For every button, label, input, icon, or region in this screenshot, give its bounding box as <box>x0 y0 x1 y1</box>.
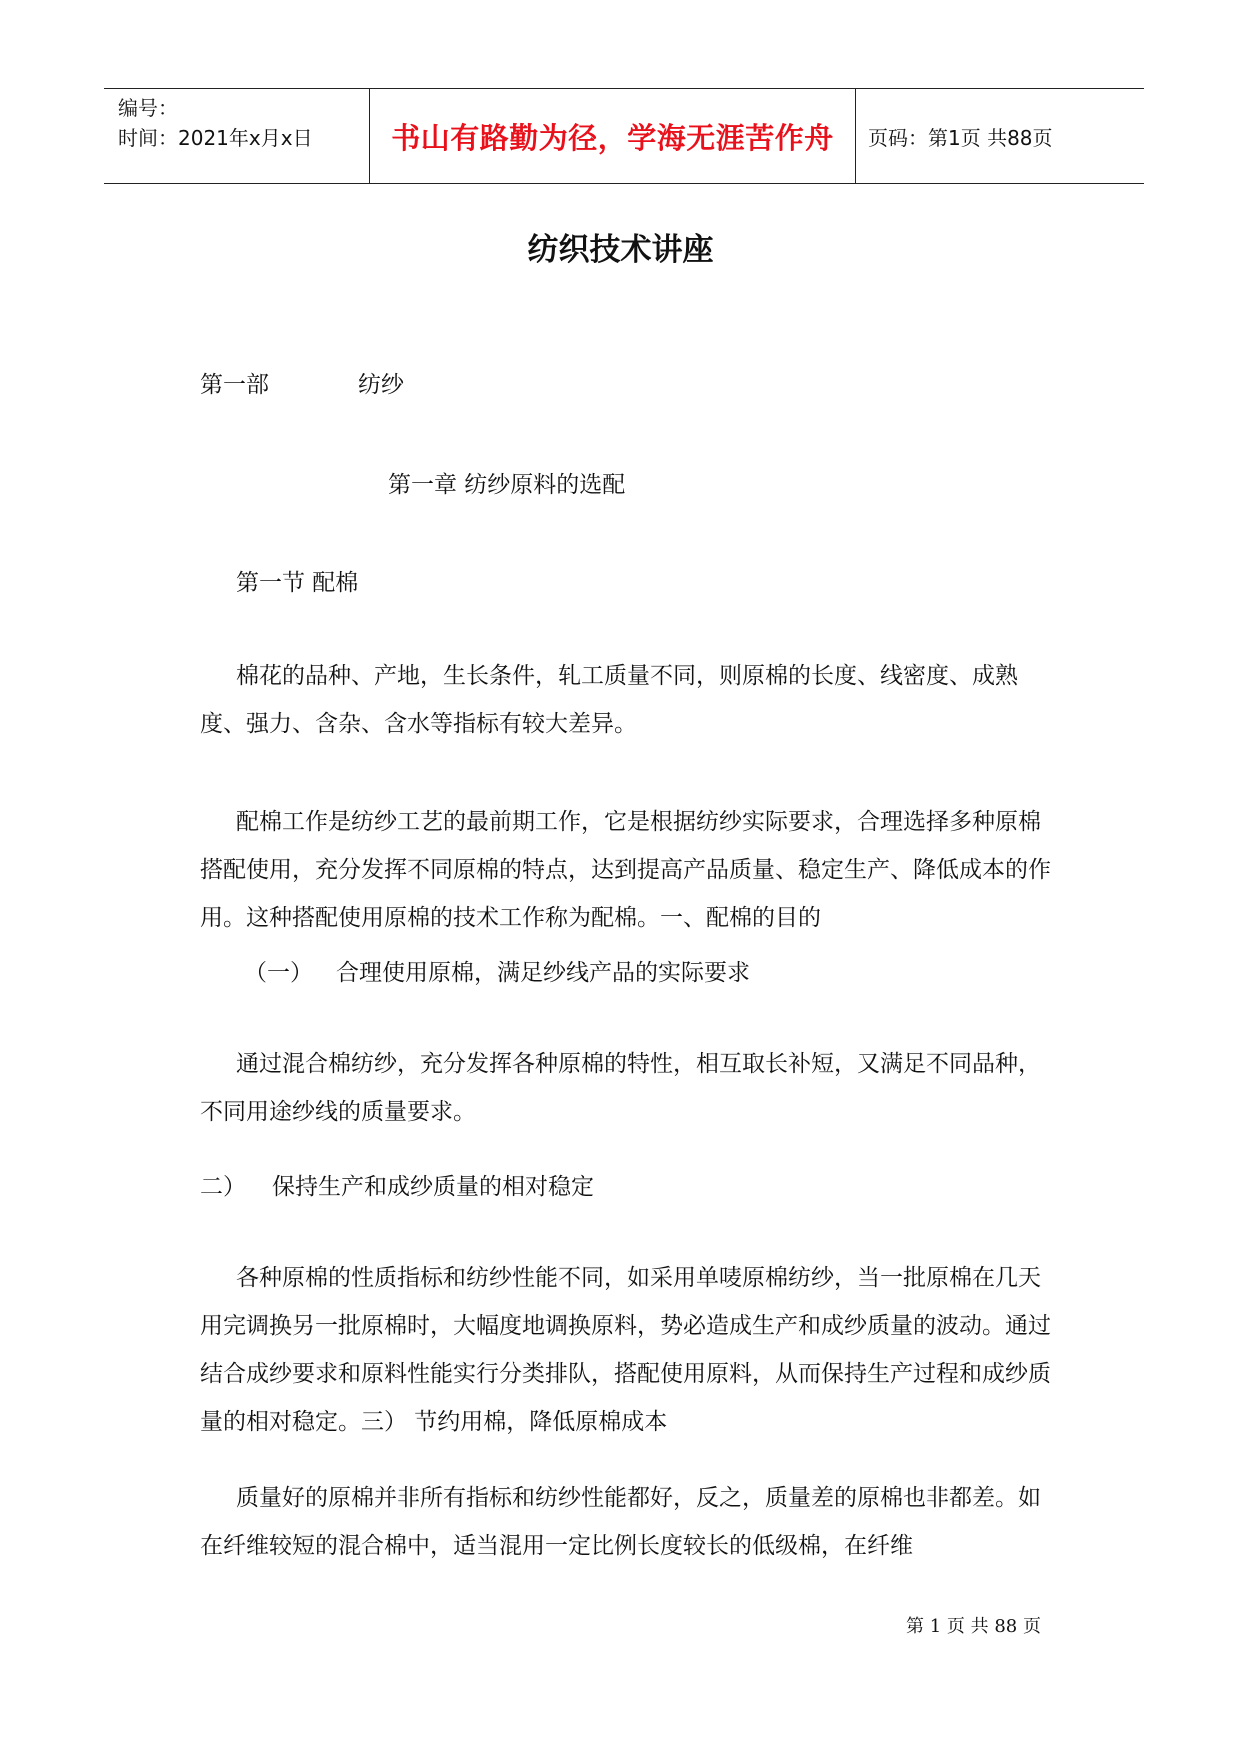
document-title: 纺织技术讲座 <box>527 232 714 268</box>
list-item-1-text: 合理使用原棉，满足纱线产品的实际要求 <box>336 960 750 986</box>
paragraph-1: 棉花的品种、产地，生长条件，轧工质量不同，则原棉的长度、线密度、成熟度、强力、含杂、含水等指标有较大差异。 <box>200 663 1018 737</box>
paragraph-3: 通过混合棉纺纱，充分发挥各种原棉的特性，相互取长补短，又满足不同品种，不同用途纱线的质量要求。 <box>200 1051 1041 1125</box>
document-number-label: 编号： <box>118 96 178 120</box>
document-time-label: 时间：2021年x月x日 <box>118 126 313 150</box>
page-footer: 第 1 页 共 88 页 <box>906 1616 1041 1637</box>
list-item-2-text: 保持生产和成纱质量的相对稳定 <box>272 1174 594 1200</box>
part-heading: 第一部 <box>200 372 269 398</box>
page-code-text: 页码：第1页 共88页 <box>868 125 1053 150</box>
header-motto: 书山有路勤为径，学海无涯苦作舟 <box>391 120 834 155</box>
section-heading: 第一节 配棉 <box>236 570 359 596</box>
paragraph-5: 质量好的原棉并非所有指标和纺纱性能都好，反之，质量差的原棉也非都差。如在纤维较短的混合棉中，适当混用一定比例长度较长的低级棉，在纤维 <box>200 1485 1041 1559</box>
header-motto-cell <box>370 89 856 183</box>
document-header <box>104 88 1144 184</box>
list-item-1-marker: （一） <box>244 960 313 986</box>
paragraph-2: 配棉工作是纺纱工艺的最前期工作，它是根据纺纱实际要求，合理选择多种原棉搭配使用，充分发挥不同原棉的特点，达到提高产品质量、稳定生产、降低成本的作用。这种搭配使用原棉的技术工作称为配棉。一、配棉的目的 <box>200 809 1051 931</box>
part-topic: 纺纱 <box>358 372 404 398</box>
paragraph-4: 各种原棉的性质指标和纺纱性能不同，如采用单唛原棉纺纱，当一批原棉在几天用完调换另一批原棉时，大幅度地调换原料，势必造成生产和成纱质量的波动。通过结合成纱要求和原料性能实行分类排队，搭配使用原料，从而保持生产过程和成纱质量的相对稳定。三） 节约用棉，降低原棉成本 <box>200 1265 1051 1435</box>
list-item-2-marker: 二） <box>200 1174 246 1200</box>
header-meta <box>104 89 370 183</box>
header-page-code <box>856 89 1144 183</box>
chapter-heading: 第一章 纺纱原料的选配 <box>388 472 626 498</box>
